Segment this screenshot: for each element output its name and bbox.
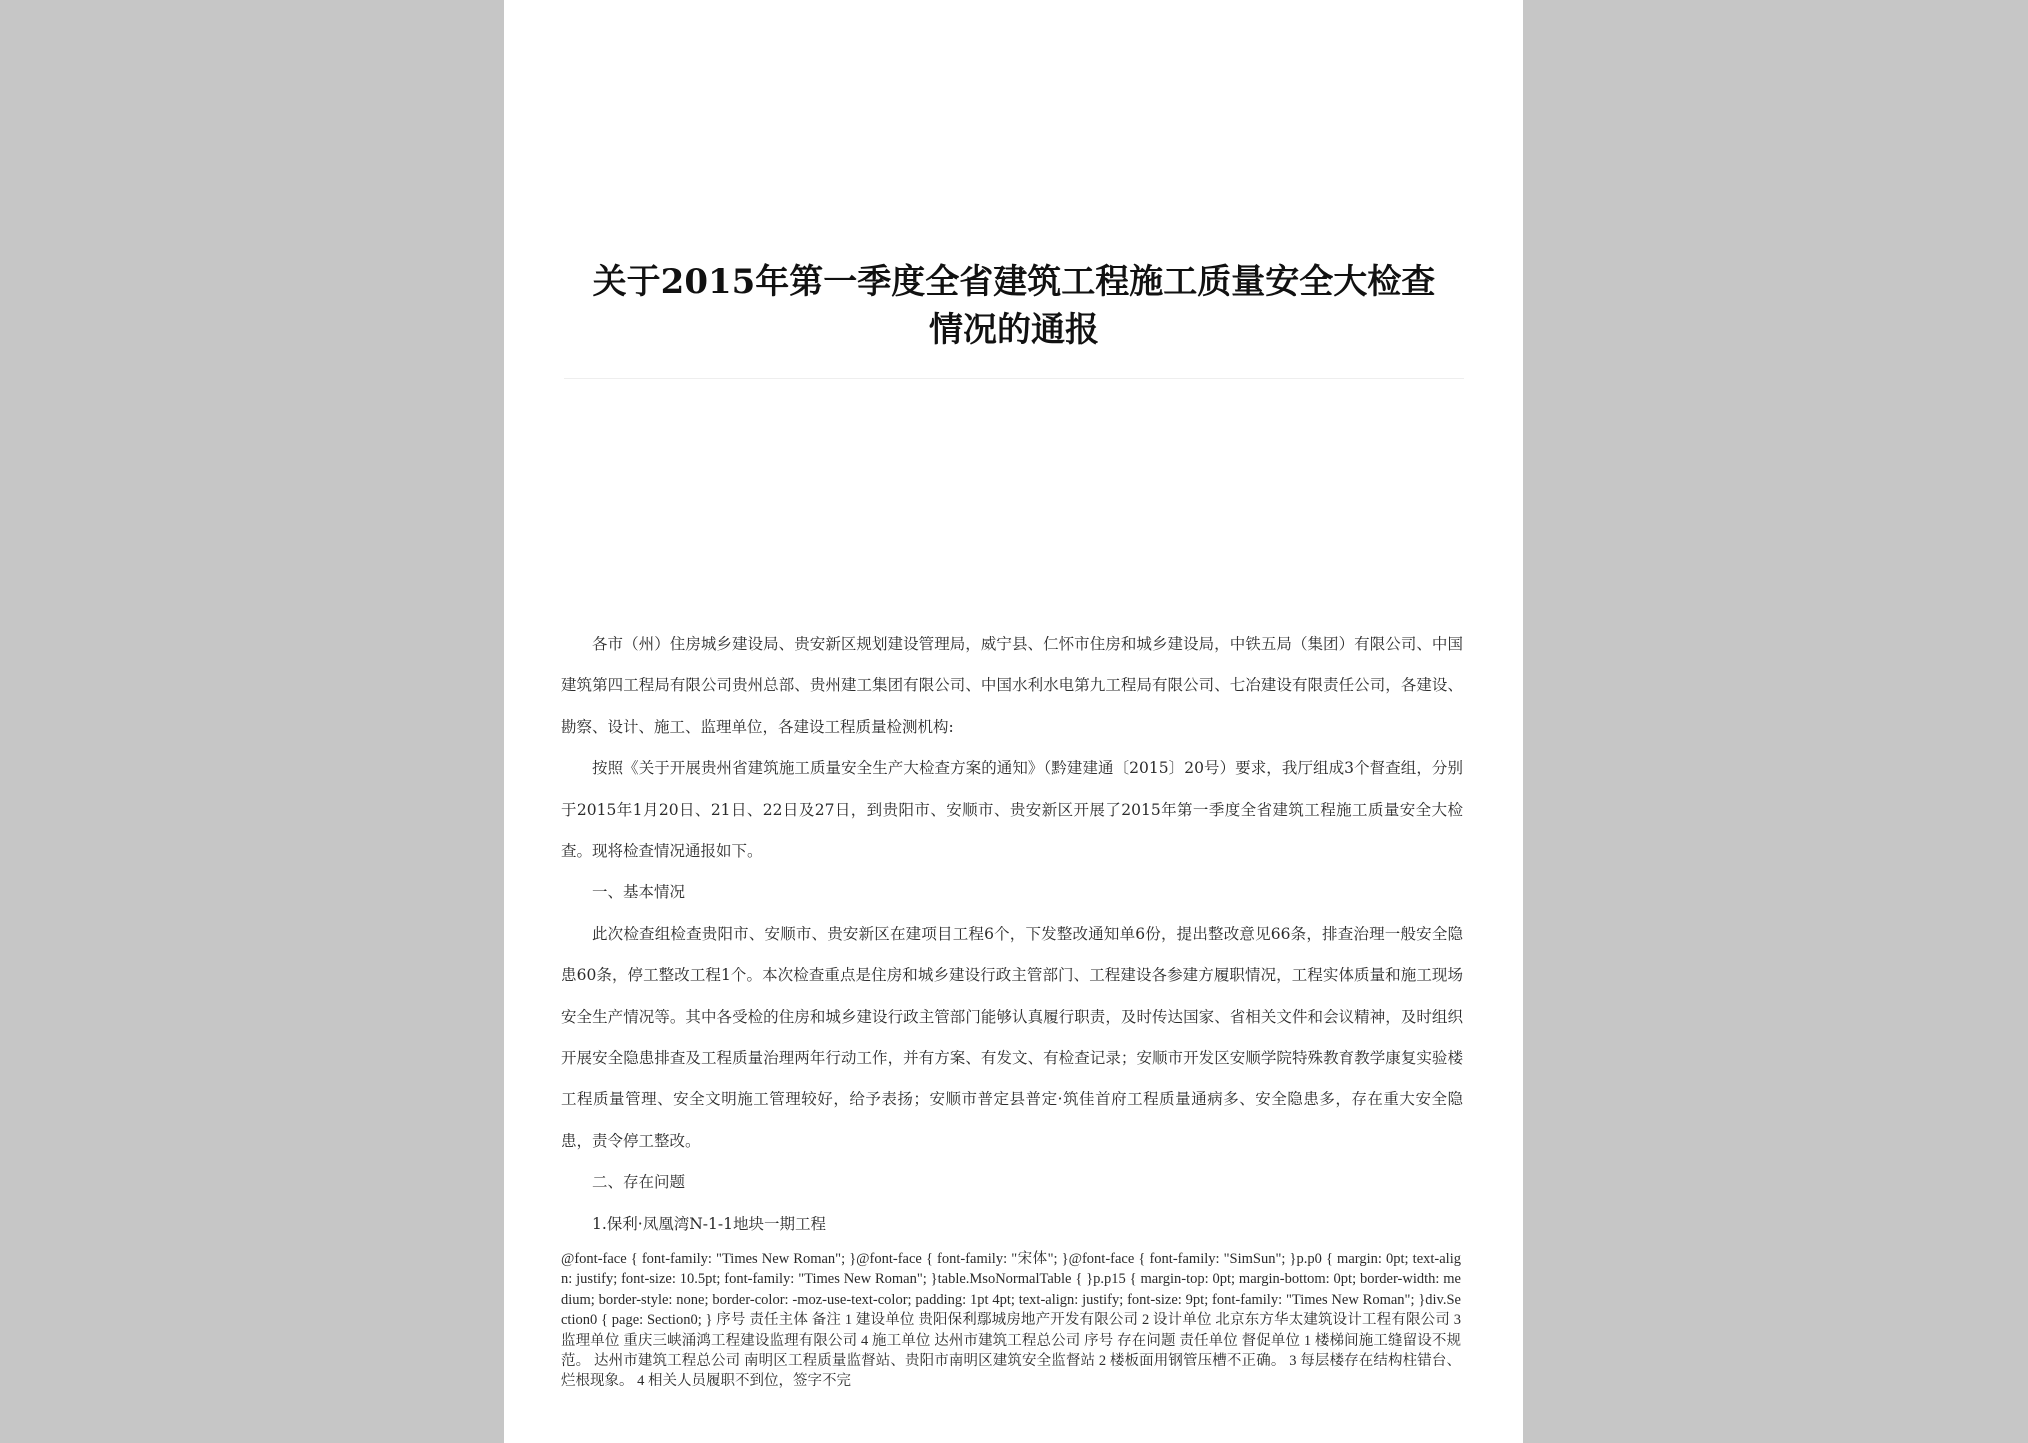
document-page bbox=[504, 0, 1523, 1443]
title-line-1: 关于2015年第一季度全省建筑工程施工质量安全大检查 bbox=[592, 262, 1436, 302]
raw-table-text: @font-face { font-family: "Times New Roman"; }@font-face { font-family: "宋体"; }@font-face { font-family: "SimSun"; }p.p0 { margin: 0pt; text-align: justify; font-size: 10.5pt; font-family: "Times New Roman"; }table.MsoNormalTable { }p.p15 { margin-top: 0pt; margin-bottom: 0pt; border-width: medium; border-style: none; border-color: -moz-use-text-color; padding: 1pt 4pt; text-align: justify; font-size: 9pt; font-family: "Times New Roman"; }div.Section0 { page: Section0; } 序号 责任主体 备注 1 建设单位 贵阳保利鄢城房地产开发有限公司 2 设计单位 北京东方华太建筑设计工程有限公司 3 监理单位 重庆三峡涌鸿工程建设监理有限公司 4 施工单位 达州市建筑工程总公司 序号 存在问题 责任单位 督促单位 1 楼梯间施工缝留设不规范。 达州市建筑工程总公司 南明区工程质量监督站、贵阳市南明区建筑安全监督站 2 楼板面用钢管压槽不正确。 3 每层楼存在结构柱错台、烂根现象。 4 相关人员履职不到位，签字不完 bbox=[561, 1251, 1461, 1390]
title-line-2: 情况的通报 bbox=[929, 310, 1099, 350]
item-heading-1: 1.保利·凤凰湾N-1-1地块一期工程 bbox=[592, 1214, 826, 1233]
section-heading-problems: 二、存在问题 bbox=[592, 1173, 686, 1192]
section-heading-basic: 一、基本情况 bbox=[592, 883, 686, 902]
document-body bbox=[561, 624, 1463, 1245]
section-basic-paragraph: 此次检查组检查贵阳市、安顺市、贵安新区在建项目工程6个，下发整改通知单6份，提出整改意见66条，排查治理一般安全隐患60条，停工整改工程1个。本次检查重点是住房和城乡建设行政主管部门、工程建设各参建方履职情况，工程实体质量和施工现场安全生产情况等。其中各受检的住房和城乡建设行政主管部门能够认真履行职责，及时传达国家、省相关文件和会议精神，及时组织开展安全隐患排查及工程质量治理两年行动工作，并有方案、有发文、有检查记录；安顺市开发区安顺学院特殊教育教学康复实验楼工程质量管理、安全文明施工管理较好，给予表扬；安顺市普定县普定·筑佳首府工程质量通病多、安全隐患多，存在重大安全隐患，责令停工整改。 bbox=[561, 924, 1463, 1150]
salutation-paragraph: 各市（州）住房城乡建设局、贵安新区规划建设管理局，威宁县、仁怀市住房和城乡建设局，中铁五局（集团）有限公司、中国建筑第四工程局有限公司贵州总部、贵州建工集团有限公司、中国水利水电第九工程局有限公司、七冶建设有限责任公司，各建设、勘察、设计、施工、监理单位，各建设工程质量检测机构: bbox=[561, 635, 1463, 736]
title-divider bbox=[564, 378, 1464, 379]
document-title bbox=[564, 258, 1464, 354]
intro-paragraph: 按照《关于开展贵州省建筑施工质量安全生产大检查方案的通知》（黔建建通〔2015〕20号）要求，我厅组成3个督查组，分别于2015年1月20日、21日、22日及27日，到贵阳市、安顺市、贵安新区开展了2015年第一季度全省建筑工程施工质量安全大检查。现将检查情况通报如下。 bbox=[561, 759, 1463, 861]
